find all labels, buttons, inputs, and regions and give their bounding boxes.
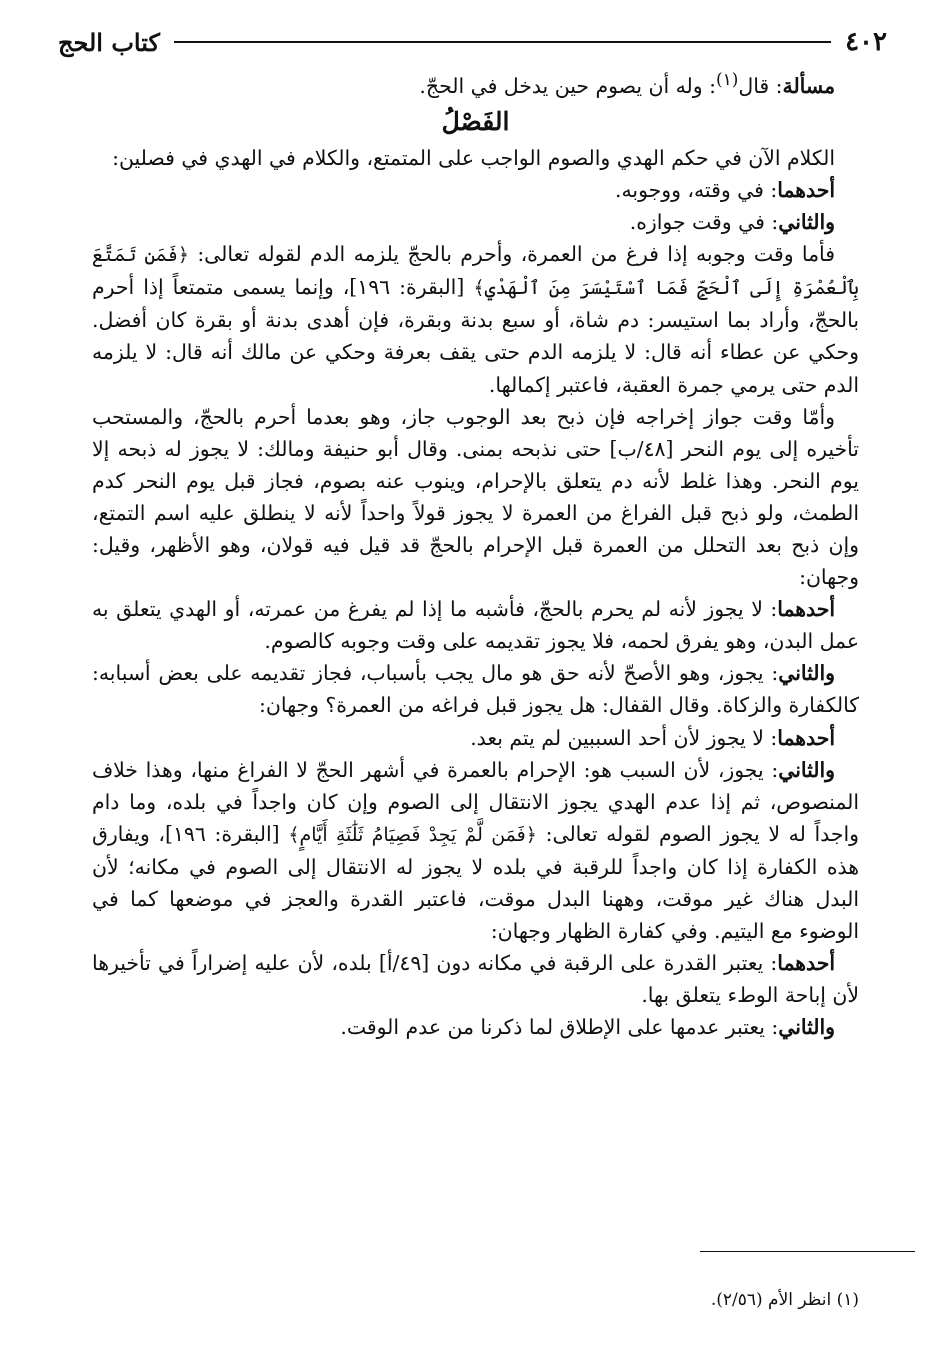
paragraph-second-chapter: والثاني: في وقت جوازه. — [629, 210, 835, 235]
header-rule — [174, 41, 831, 43]
paragraph-time-of-obligation: فأما وقت وجوبه إذا فرغ من العمرة، وأحرم بالحجّ يلزمه الدم لقوله تعالى: ﴿فَمَن تَمَتَّعَ بِٱلْعُمْرَةِ إِلَى ٱلْحَجِّ فَمَا ٱسْتَيْسَرَ مِنَ ٱلْهَدْيِ﴾ [البقرة: ١٩٦]، وإنما يسمى متمتعاً إذا أحرم بالحجّ، وأراد بما استيسر: دم شاة، أو سبع بدنة وبقرة، فإن أهدى بدنة أو بقرة كان أفضل. وحكي عن عطاء أنه قال: لا يلزمه الدم حتى يقف بعرفة وحكي عن مالك أنه قال: لا يلزمه الدم حتى يرمي جمرة العقبة، فاعتبر إكمالها. — [92, 242, 859, 397]
paragraph-masala: مسألة: قال$^{(١)}$: وله أن يصوم حين يدخل في الحجّ. — [419, 70, 835, 98]
quran-verse: ﴿فَمَن تَمَتَّعَ بِٱلْعُمْرَةِ إِلَى ٱلْحَجِّ فَمَا ٱسْتَيْسَرَ مِنَ ٱلْهَدْيِ﴾ — [92, 244, 859, 300]
paragraph-view-one: أحدهما: لا يجوز لأنه لم يحرم بالحجّ، فأشبه ما إذا لم يفرغ من عمرته، أو الهدي يتعلق به عمل البدن، وهو يفرق لحمه، فلا يجوز تقديمه على وقت وجوبه كالصوم. — [92, 597, 859, 654]
main-text — [92, 64, 859, 1044]
footnote: (١) انظر الأم (٢/٥٦). — [710, 1290, 859, 1310]
paragraph-intro: الكلام الآن في حكم الهدي والصوم الواجب على المتمتع، والكلام في الهدي في فصلين: — [112, 145, 835, 170]
paragraph-qaffal-view-one: أحدهما: لا يجوز لأن أحد السببين لم يتم بعد. — [470, 725, 835, 750]
page-number: ٤٠٢ — [845, 27, 887, 57]
paragraph-qaffal-view-two: والثاني: يجوز، لأن السبب هو: الإحرام بالعمرة في أشهر الحجّ لا الفراغ منها، وهذا خلاف المنصوص، ثم إذا عدم الهدي يجوز الانتقال إلى الصوم وإن كان واجداً في بلده، وما دام واجداً له لا يجوز الصوم لقوله تعالى: ﴿فَمَن لَّمْ يَجِدْ فَصِيَامُ ثَلَٰثَةِ أَيَّامٍ﴾ [البقرة: ١٩٦]، ويفارق هذه الكفارة إذا كان واجداً للرقبة في بلده لا يجوز له الانتقال إلى الصوم في مكانه؛ لأن البدل هناك غير موقت، وههنا البدل موقت، فاعتبر القدرة والعجز في موضعها كما في الوضوء مع اليتيم. وفي كفارة الظهار وجهان: — [92, 757, 859, 944]
quran-verse: ﴿فَمَن لَّمْ يَجِدْ فَصِيَامُ ثَلَٰثَةِ أَيَّامٍ﴾ — [288, 823, 537, 846]
masala-label: مسألة — [782, 73, 835, 98]
book-title: كتاب الحج — [58, 27, 160, 57]
paragraph-time-of-permissibility: وأمّا وقت جواز إخراجه فإن ذبح بعد الوجوب جاز، وهو بعدما أحرم بالحجّ، والمستحب تأخيره إلى يوم النحر [٤٨/ب] حتى نذبحه بمنى. وقال أبو حنيفة ومالك: لا يجوز له ذبحه إلا يوم النحر. وهذا غلط لأنه دم يتعلق بالإحرام، وينوب عنه بصوم، فجاز قبل يوم النحر كدم الطمث، ولو ذبح قبل الفراغ من العمرة لا يجوز قولاً واحداً لأنه لا ينطلق عليه اسم التمتع، وإن ذبح بعد التحلل من العمرة قبل الإحرام بالحجّ قد قيل فيه قولان، وهو الأظهر، وقيل: وجهان: — [92, 404, 859, 590]
paragraph-zihar-view-one: أحدهما: يعتبر القدرة على الرقبة في مكانه دون [٤٩/أ] بلده، لأن عليه إضراراً في تأخيرها لأن إباحة الوطء يتعلق بها. — [92, 951, 859, 1008]
footnote-rule — [700, 1251, 915, 1252]
paragraph-zihar-view-two: والثاني: يعتبر عدمها على الإطلاق لما ذكرنا من عدم الوقت. — [340, 1015, 835, 1040]
paragraph-first-chapter: أحدهما: في وقته، ووجوبه. — [615, 177, 835, 202]
paragraph-view-two: والثاني: يجوز، وهو الأصحّ لأنه حق هو مال يجب بأسباب، فجاز تقديمه على بعض أسبابه: كالكفارة والزكاة. وقال القفال: هل يجوز قبل فراغه من العمرة؟ وجهان: — [92, 661, 859, 718]
footnote-marker[interactable]: (١) — [715, 70, 739, 90]
section-heading: الفَصْلُ — [441, 106, 510, 136]
page-header — [58, 22, 887, 62]
